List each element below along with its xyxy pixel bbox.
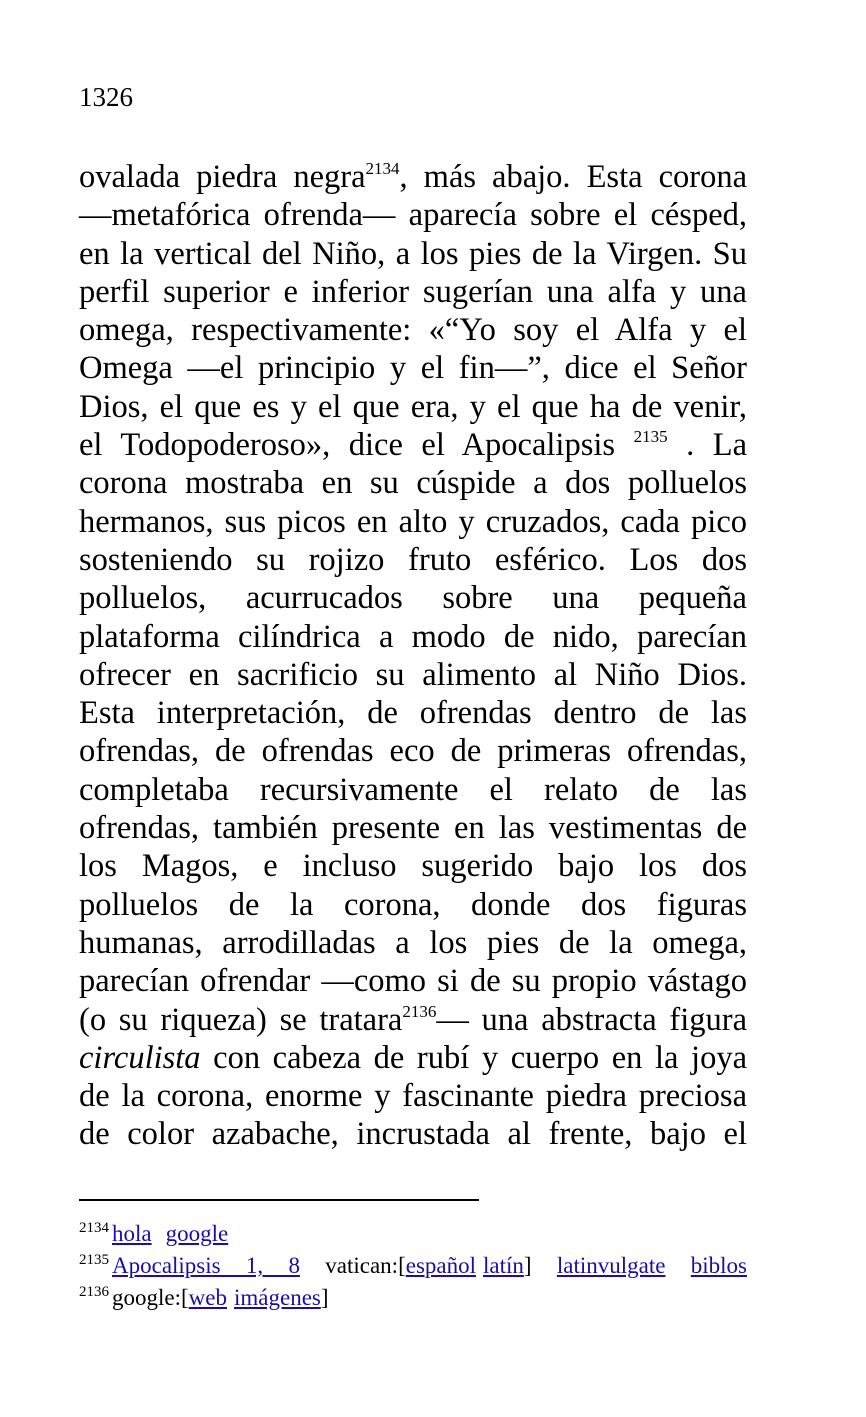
footnote-2136	[79, 1282, 747, 1314]
body-line	[79, 388, 747, 426]
footnote-link-latinvulgate[interactable]: latinvulgate	[556, 1253, 666, 1278]
body-line	[79, 1039, 747, 1077]
text-run: ofrendas, también presente en las vestimentas de	[79, 810, 747, 847]
footnote-link-hola[interactable]: hola	[112, 1221, 152, 1246]
footnote-link-apocalipsis[interactable]: Apocalipsis 1, 8	[112, 1253, 300, 1278]
text-run: los Magos, e incluso sugerido bajo los dos	[79, 848, 747, 885]
body-line	[79, 158, 747, 196]
body-line	[79, 1001, 747, 1039]
text-run: (o su riqueza) se tratara	[79, 1001, 403, 1038]
footnote-2135	[79, 1250, 747, 1282]
body-line	[79, 618, 747, 656]
footnotes	[79, 1218, 747, 1314]
body-line	[79, 1115, 747, 1153]
text-run: el Todopoderoso», dice el Apocalipsis	[79, 427, 634, 464]
footnote-link-biblos[interactable]: biblos	[690, 1253, 748, 1278]
body-line	[79, 541, 747, 579]
footnote-number: 2135	[79, 1252, 109, 1268]
page-number: 1326	[79, 82, 133, 112]
footnote-2134	[79, 1218, 747, 1250]
text-run: hermanos, sus picos en alto y cruzados, cada pico	[79, 503, 747, 540]
text-run: — una abstracta figura	[436, 1001, 747, 1038]
body-line	[79, 924, 747, 962]
text-run: de la corona, enorme y fascinante piedra preciosa	[79, 1078, 747, 1115]
text-run: parecían ofrendar —como si de su propio vástago	[79, 963, 747, 1000]
body-line	[79, 771, 747, 809]
text-run: polluelos, acurrucados sobre una pequeña	[79, 580, 747, 617]
body-line	[79, 579, 747, 617]
italic-text: circulista	[79, 1039, 201, 1076]
footnote-divider	[79, 1199, 479, 1201]
text-run: , más abajo. Esta corona	[399, 159, 747, 195]
body-line	[79, 503, 747, 541]
footnote-link-imagenes[interactable]: imágenes	[234, 1285, 321, 1310]
body-line	[79, 732, 747, 770]
text-run: . La	[667, 427, 748, 464]
footnote-number: 2136	[79, 1284, 109, 1300]
footnote-link-web[interactable]: web	[188, 1285, 227, 1310]
footnote-ref: 2134	[365, 159, 400, 178]
body-line	[79, 273, 747, 311]
text-run: de color azabache, incrustada al frente, bajo el	[79, 1116, 747, 1153]
body-line	[79, 809, 747, 847]
body-line	[79, 886, 747, 924]
text-run: corona mostraba en su cúspide a dos polluelos	[79, 465, 747, 502]
text-run: completaba recursivamente el relato de las	[79, 771, 747, 808]
text-run: Dios, el que es y el que era, y el que ha de venir,	[79, 388, 747, 425]
text-run: en la vertical del Niño, a los pies de la Virgen. Su	[79, 235, 747, 272]
text-run: Esta interpretación, de ofrendas dentro de las	[79, 695, 747, 732]
text-run: ovalada piedra negra	[79, 159, 366, 195]
text-run: polluelos de la corona, donde dos figuras	[79, 886, 747, 923]
footnote-number: 2134	[79, 1220, 109, 1236]
footnote-link-espanol[interactable]: español	[405, 1253, 477, 1278]
text-run: omega, respectivamente: «“Yo soy el Alfa y el	[79, 312, 747, 349]
text-run: ofrecer en sacrificio su alimento al Niño Dios.	[79, 656, 747, 693]
text-run: Omega —el principio y el fin—”, dice el Señor	[79, 350, 747, 387]
bracket-close: ]	[320, 1285, 329, 1310]
text-run: —metafórica ofrenda— aparecía sobre el césped,	[79, 197, 747, 234]
footnote-ref: 2135	[633, 427, 668, 447]
bracket-open: [	[398, 1253, 406, 1278]
bracket-open: [	[181, 1285, 189, 1310]
body-line	[79, 196, 747, 234]
text-run: ofrendas, de ofrendas eco de primeras ofrendas,	[79, 733, 747, 770]
google-label: google:	[112, 1285, 181, 1310]
text-run: sosteniendo su rojizo fruto esférico. Los dos	[79, 541, 747, 578]
body-line	[79, 349, 747, 387]
body-line	[79, 311, 747, 349]
body-line	[79, 962, 747, 1000]
body-line	[79, 235, 747, 273]
body-line	[79, 847, 747, 885]
body-text	[79, 158, 747, 1154]
text-run: con cabeza de rubí y cuerpo en la joya	[200, 1039, 747, 1076]
body-line	[79, 694, 747, 732]
text-run: plataforma cilíndrica a modo de nido, parecían	[79, 618, 747, 655]
body-line	[79, 656, 747, 694]
vatican-label: vatican:	[325, 1253, 399, 1278]
text-run: humanas, arrodilladas a los pies de la omega,	[79, 924, 747, 961]
bracket-close: ]	[523, 1253, 532, 1278]
text-run: perfil superior e inferior sugerían una alfa y una	[79, 273, 747, 310]
footnote-ref: 2136	[402, 1001, 437, 1021]
footnote-link-latin[interactable]: latín	[483, 1253, 524, 1278]
footnote-link-google[interactable]: google	[165, 1221, 229, 1246]
body-line	[79, 426, 747, 464]
body-line	[79, 1077, 747, 1115]
body-line	[79, 464, 747, 502]
